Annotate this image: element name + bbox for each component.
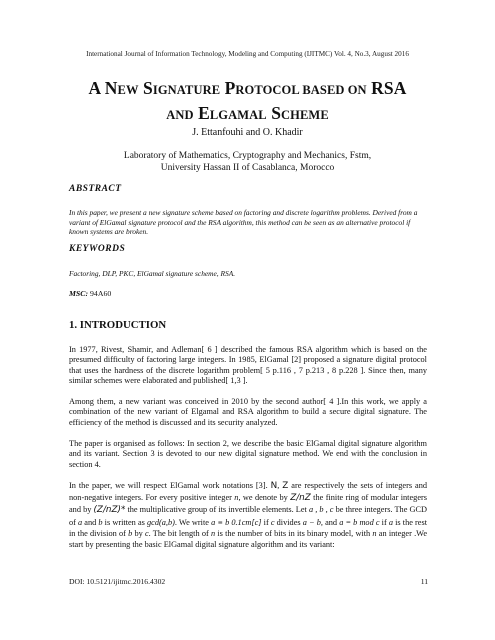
ring-symbol: Z/nZ <box>290 493 311 504</box>
paper-title <box>30 77 465 127</box>
running-header: International Journal of Information Technology, Modeling and Computing (IJITMC) Vol. 4, No.3, August 2016 <box>86 50 409 58</box>
keywords-text: Factoring, DLP, PKC, ElGamal signature scheme, RSA. <box>69 269 236 278</box>
naturals-symbol: N <box>270 481 278 491</box>
intro-paragraph-3: The paper is organised as follows: In section 2, we describe the basic ElGamal digital signature algorithm and its variant. Section 3 is devoted to our new digital signature method. We end with the conclusion in section 4. <box>69 439 427 469</box>
msc-label: MSC: <box>69 289 89 298</box>
introduction-heading: 1. INTRODUCTION <box>69 319 167 331</box>
msc-line <box>69 289 111 298</box>
msc-value: 94A60 <box>90 289 112 298</box>
title-line-1: A NEW SIGNATURE PROTOCOL BASED ON RSA <box>88 78 407 98</box>
page-number: 11 <box>420 577 428 586</box>
abstract-text: In this paper, we present a new signature scheme based on factoring and discrete logarithm problems. Derived from a variant of ElGamal signature protocol and the RSA algorithm, this method can be seen as an alternative protocol if known systems are broken. <box>69 208 418 237</box>
intro-paragraph-4: In the paper, we will respect ElGamal work notations [3]. N, Z are respectively the sets of integers and non-negative integers. For every positive integer n, we denote by Z/nZ the finite ring of modular integers and by (Z/nZ)* the multiplicative group of its invertible elements. Let a , b , c be three integers. The GCD of a and b is written as gcd(a,b). We write a ≡ b 0.1cm[c] if c divides a − b, and a = b mod c if a is the rest in the division of b by c. The bit length of n is the number of bits in its binary model, with n an integer .We start by presenting the basic ElGamal digital signature algorithm and its variant: <box>69 481 428 550</box>
intro-paragraph-1: In 1977, Rivest, Shamir, and Adleman[ 6 ] described the famous RSA algorithm which is based on the presumed difficulty of factoring large integers. In 1985, ElGamal [2] proposed a signature digital protocol that uses the hardness of the discrete logarithm problem[ 5 p.116 , 7 p.213 , 8 p.228 ]. Since then, many similar schemes were elaborated and published[ 1,3 ]. <box>69 345 427 386</box>
affiliation: Laboratory of Mathematics, Cryptography and Mechanics, Fstm, University Hassan II of Casablanca, Morocco <box>123 151 372 173</box>
integers-symbol: Z <box>282 481 289 491</box>
title-line-2: AND ELGAMAL SCHEME <box>166 103 329 123</box>
footer-doi: DOI: 10.5121/ijitmc.2016.4302 <box>69 577 166 586</box>
keywords-heading: KEYWORDS <box>69 244 126 254</box>
authors: J. Ettanfouhi and O. Khadir <box>192 127 303 138</box>
abstract-heading: ABSTRACT <box>69 184 122 194</box>
intro-paragraph-2: Among them, a new variant was conceived in 2010 by the second author[ 4 ].In this work, we apply a combination of the new variant of Elgamal and RSA algorithm to build a secure digital signature. The efficiency of the method is discussed and its security analyzed. <box>69 397 427 427</box>
group-symbol: (Z/nZ)* <box>93 505 126 516</box>
